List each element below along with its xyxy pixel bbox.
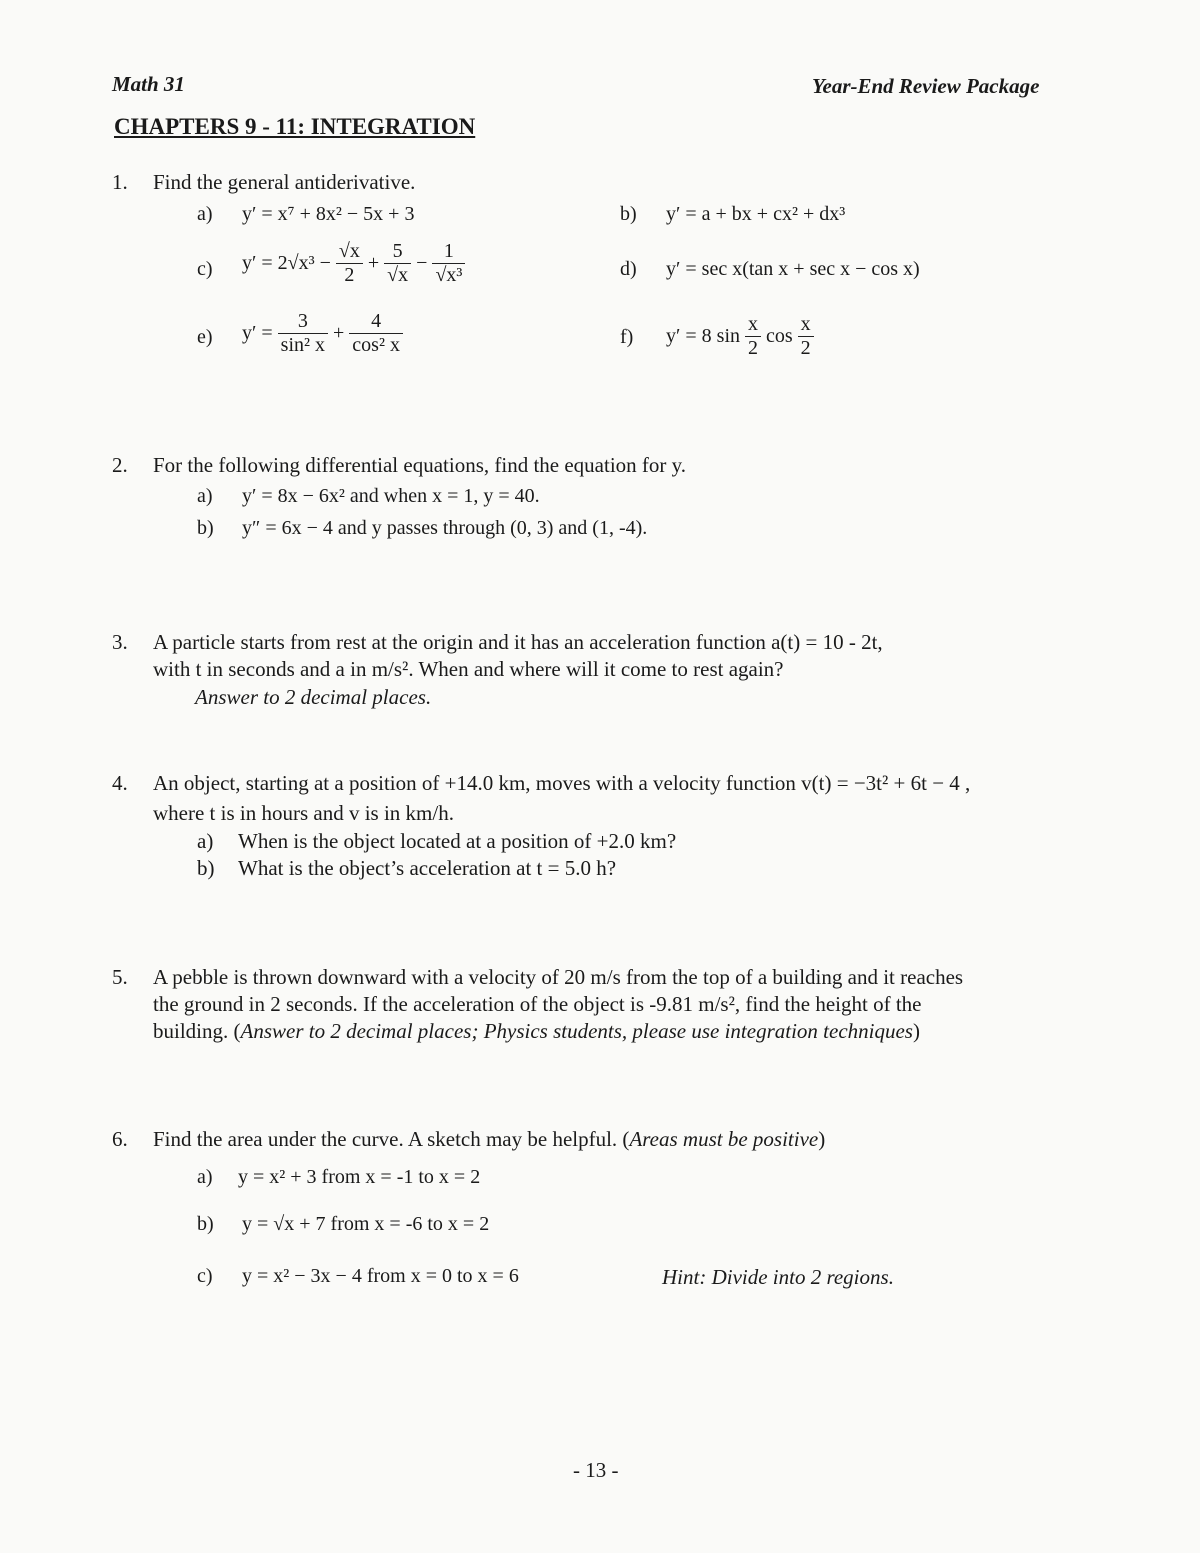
part-label: a) xyxy=(197,485,213,507)
equation xyxy=(242,310,403,357)
question-line: An object, starting at a position of +14.0 km, moves with a velocity function v(t) = −3t² + 6t − 4 , xyxy=(153,771,971,795)
equation: y″ = 6x − 4 and y passes through (0, 3) and (1, -4). xyxy=(242,517,648,539)
part-label: c) xyxy=(197,1265,213,1287)
question-line: A pebble is thrown downward with a velocity of 20 m/s from the top of a building and it reaches xyxy=(153,965,964,989)
part-label: a) xyxy=(197,203,213,225)
text-end: ) xyxy=(818,1127,826,1151)
answer-note: Answer to 2 decimal places. xyxy=(195,685,432,709)
equation: y′ = x⁷ + 8x² − 5x + 3 xyxy=(242,203,415,225)
question-number: 6. xyxy=(112,1127,128,1151)
denominator: 2 xyxy=(800,337,811,359)
question-number: 5. xyxy=(112,965,128,989)
equation-prefix: y′ = 8 sin xyxy=(666,325,740,347)
fraction xyxy=(432,240,465,287)
numerator: x xyxy=(798,313,814,337)
fraction xyxy=(745,313,761,360)
fraction xyxy=(384,240,411,287)
question-number: 1. xyxy=(112,170,128,194)
fraction xyxy=(349,310,403,357)
equation: y′ = sec x(tan x + sec x − cos x) xyxy=(666,258,920,280)
line-end: ) xyxy=(912,1019,920,1043)
part-text: What is the object’s acceleration at t = 5.0 h? xyxy=(238,856,617,880)
part-label: c) xyxy=(197,258,213,280)
hint-text: Hint: Divide into 2 regions. xyxy=(662,1265,894,1289)
question-text: For the following differential equations, find the equation for y. xyxy=(153,453,687,477)
fraction xyxy=(798,313,814,360)
question-line xyxy=(153,1019,920,1044)
fraction xyxy=(278,310,328,357)
equation-prefix: y′ = 2√x³ − xyxy=(242,252,331,274)
fraction xyxy=(336,240,363,287)
instruction-note: Answer to 2 decimal places; Physics students, please use integration techniques xyxy=(240,1019,913,1043)
equation-prefix: y′ = xyxy=(242,322,273,344)
numerator: 1 xyxy=(432,240,465,264)
question-number: 2. xyxy=(112,453,128,477)
header-package: Year-End Review Package xyxy=(812,74,1040,98)
question-line: where t is in hours and v is in km/h. xyxy=(153,801,454,825)
equation: y′ = 8x − 6x² and when x = 1, y = 40. xyxy=(242,485,540,507)
question-line: A particle starts from rest at the origin and it has an acceleration function a(t) = 10 - 2t, xyxy=(153,630,883,654)
equation: y = √x + 7 from x = -6 to x = 2 xyxy=(242,1213,490,1235)
numerator: x xyxy=(745,313,761,337)
part-label: b) xyxy=(197,517,214,539)
instruction-note: Areas must be positive xyxy=(629,1127,819,1151)
denominator: 2 xyxy=(344,264,355,286)
question-text: Find the general antiderivative. xyxy=(153,170,416,194)
equation: y = x² − 3x − 4 from x = 0 to x = 6 xyxy=(242,1265,519,1287)
part-label: a) xyxy=(197,1166,213,1188)
header-course: Math 31 xyxy=(112,72,185,96)
part-label: b) xyxy=(197,1213,214,1235)
part-label: b) xyxy=(197,856,215,880)
line-start: building. ( xyxy=(153,1019,241,1043)
page-title: CHAPTERS 9 - 11: INTEGRATION xyxy=(114,114,476,139)
part-label: a) xyxy=(197,829,214,853)
part-text: When is the object located at a position of +2.0 km? xyxy=(238,829,677,853)
numerator: 3 xyxy=(278,310,328,334)
equation xyxy=(666,313,814,360)
numerator: √x xyxy=(336,240,363,264)
page-number: - 13 - xyxy=(573,1458,619,1482)
part-label: b) xyxy=(620,203,637,225)
part-label: e) xyxy=(197,326,213,348)
part-label: f) xyxy=(620,326,634,348)
denominator: √x xyxy=(387,264,409,286)
equation-middle: cos xyxy=(766,325,793,347)
text-start: Find the area under the curve. A sketch may be helpful. ( xyxy=(153,1127,630,1151)
operator: + xyxy=(367,252,380,274)
denominator: √x³ xyxy=(435,264,463,286)
question-text xyxy=(153,1127,825,1152)
denominator: cos² x xyxy=(352,334,400,356)
equation: y = x² + 3 from x = -1 to x = 2 xyxy=(238,1166,481,1188)
question-number: 3. xyxy=(112,630,128,654)
operator: + xyxy=(333,322,345,344)
denominator: sin² x xyxy=(280,334,325,356)
equation xyxy=(242,240,465,287)
numerator: 4 xyxy=(349,310,403,334)
numerator: 5 xyxy=(384,240,411,264)
operator: − xyxy=(416,252,428,274)
part-label: d) xyxy=(620,258,637,280)
question-line: the ground in 2 seconds. If the acceleration of the object is -9.81 m/s², find the height of the xyxy=(153,992,922,1016)
question-line: with t in seconds and a in m/s². When and where will it come to rest again? xyxy=(153,657,784,681)
question-number: 4. xyxy=(112,771,128,795)
equation: y′ = a + bx + cx² + dx³ xyxy=(666,203,846,225)
denominator: 2 xyxy=(748,337,758,359)
